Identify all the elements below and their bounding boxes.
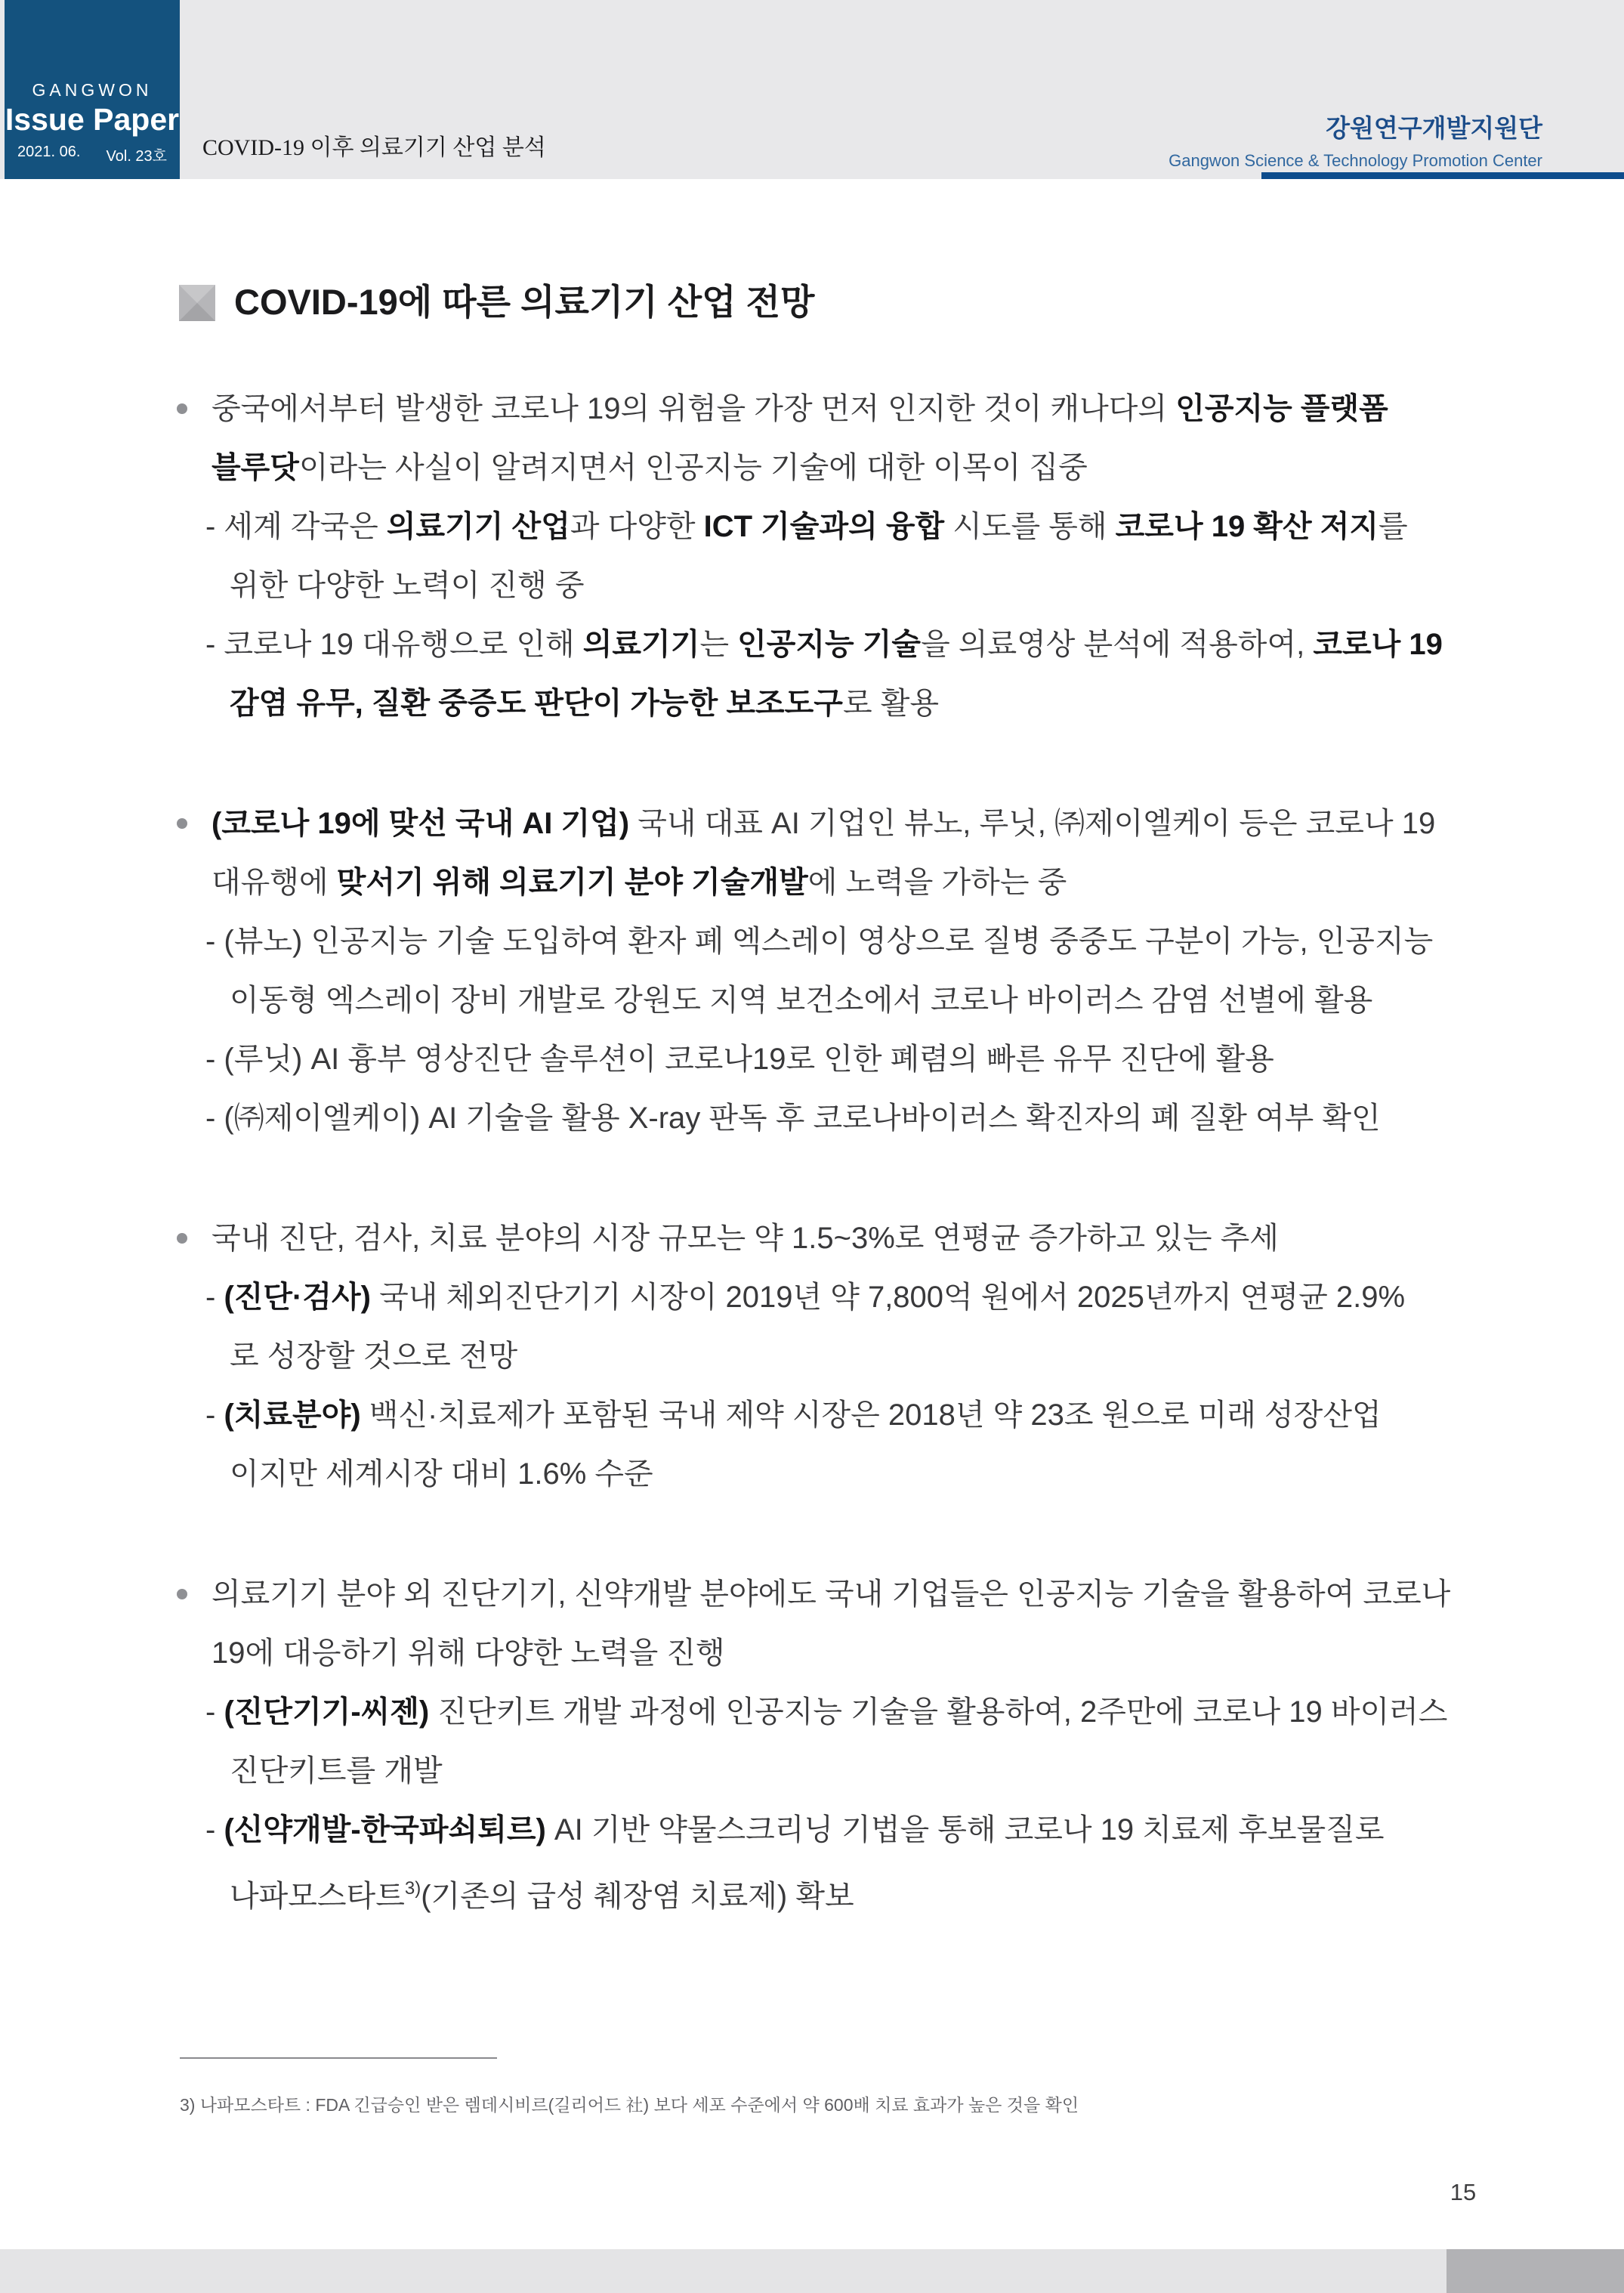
issue-paper-logo bbox=[5, 0, 180, 179]
body-text: - bbox=[205, 1281, 224, 1314]
emphasis-text: (신약개발-한국파쇠퇴르) bbox=[224, 1813, 546, 1846]
body-text: 19에 대응하기 위해 다양한 노력을 진행 bbox=[211, 1636, 725, 1670]
organization-name-en: Gangwon Science & Technology Promotion Center bbox=[1169, 151, 1542, 170]
emphasis-text: 인공지능 기술 bbox=[737, 628, 922, 661]
organization-block bbox=[1169, 109, 1542, 171]
body-text: - 세계 각국은 bbox=[205, 510, 387, 543]
body-text: 를 bbox=[1378, 510, 1408, 543]
emphasis-text: (진단·검사) bbox=[224, 1281, 371, 1314]
emphasis-text: (치료분야) bbox=[224, 1398, 361, 1432]
section-title: COVID-19에 따른 의료기기 산업 전망 bbox=[234, 282, 815, 322]
text-line bbox=[170, 1089, 1530, 1148]
document-title: COVID-19 이후 의료기기 산업 분석 bbox=[202, 135, 546, 160]
body-text: - (루닛) AI 흉부 영상진단 솔루션이 코로나19로 인한 폐렴의 빠른 유무 진단에 활용 bbox=[205, 1043, 1274, 1076]
body-text: - bbox=[205, 1398, 224, 1432]
text-line bbox=[170, 853, 1530, 912]
text-line bbox=[170, 556, 1530, 615]
emphasis-text: 감염 유무, 질환 중증도 판단이 가능한 보조도구 bbox=[230, 687, 843, 720]
body-text: - 코로나 19 대유행으로 인해 bbox=[205, 628, 583, 661]
bullet-group bbox=[170, 1209, 1530, 1503]
body-text: 과 다양한 bbox=[570, 510, 704, 543]
emphasis-text: 블루닷 bbox=[211, 451, 299, 484]
body-text: 위한 다양한 노력이 진행 중 bbox=[230, 569, 585, 602]
text-line bbox=[170, 1268, 1530, 1327]
text-line bbox=[170, 794, 1530, 853]
organization-name-kr: 강원연구개발지원단 bbox=[1326, 114, 1542, 142]
text-line bbox=[170, 1800, 1530, 1859]
text-line bbox=[170, 1565, 1530, 1624]
text-line bbox=[170, 1030, 1530, 1089]
body-text: 시도를 통해 bbox=[944, 510, 1116, 543]
emphasis-text: 코로나 19 bbox=[1313, 628, 1443, 661]
body-text: 는 bbox=[699, 628, 738, 661]
body-text: 국내 진단, 검사, 치료 분야의 시장 규모는 약 1.5~3%로 연평균 증가하고 있는 추세 bbox=[211, 1222, 1279, 1255]
text-line bbox=[170, 674, 1530, 733]
emphasis-text: 의료기기 산업 bbox=[386, 510, 570, 543]
footnote-divider bbox=[180, 2057, 497, 2059]
body-text: 진단키트 개발 과정에 인공지능 기술을 활용하여, 2주만에 코로나 19 바이러스 bbox=[429, 1695, 1448, 1729]
text-line bbox=[170, 438, 1530, 497]
body-text: 로 활용 bbox=[842, 687, 939, 720]
text-line bbox=[170, 1683, 1530, 1741]
bullet-dot bbox=[177, 818, 187, 829]
body-text: 을 의료영상 분석에 적용하여, bbox=[921, 628, 1314, 661]
body-text: 국내 대표 AI 기업인 뷰노, 루닛, ㈜제이엘케이 등은 코로나 19 bbox=[629, 807, 1436, 840]
text-line bbox=[170, 1624, 1530, 1683]
bullet-dot bbox=[177, 1589, 187, 1599]
text-line bbox=[170, 1386, 1530, 1445]
issue-date: 2021. 06. bbox=[17, 144, 81, 160]
body-text: 이라는 사실이 알려지면서 인공지능 기술에 대한 이목이 집중 bbox=[298, 451, 1088, 484]
logo-title: Issue Paper bbox=[5, 102, 180, 137]
bottom-strip-dark-block bbox=[1446, 2249, 1624, 2293]
bullet-group bbox=[170, 794, 1530, 1148]
body-text: (기존의 급성 췌장염 치료제) 확보 bbox=[421, 1880, 854, 1913]
text-line bbox=[170, 1327, 1530, 1386]
emphasis-text: 의료기기 bbox=[582, 628, 700, 661]
body-text: 의료기기 분야 외 진단기기, 신약개발 분야에도 국내 기업들은 인공지능 기술을 활용하여 코로나 bbox=[211, 1578, 1451, 1611]
logo-brand: GANGWON bbox=[32, 80, 153, 100]
text-line bbox=[170, 379, 1530, 438]
body-text: 이동형 엑스레이 장비 개발로 강원도 지역 보건소에서 코로나 바이러스 감염 선별에 활용 bbox=[230, 984, 1373, 1017]
page-number: 15 bbox=[1450, 2179, 1477, 2205]
body-text: 에 노력을 가하는 중 bbox=[807, 866, 1067, 899]
emphasis-text: 코로나 19 확산 저지 bbox=[1115, 510, 1379, 543]
body-text: 나파모스타트 bbox=[230, 1880, 405, 1913]
body-text: AI 기반 약물스크리닝 기법을 통해 코로나 19 치료제 후보물질로 bbox=[545, 1813, 1385, 1846]
body-text: 로 성장할 것으로 전망 bbox=[230, 1340, 518, 1373]
text-line bbox=[170, 497, 1530, 556]
body-text: 백신·치료제가 포함된 국내 제약 시장은 2018년 약 23조 원으로 미래 성장산업 bbox=[360, 1398, 1382, 1432]
body-text: 대유행에 bbox=[211, 866, 337, 899]
section-marker-icon bbox=[179, 285, 215, 321]
text-line bbox=[170, 615, 1530, 674]
body-text: 3) bbox=[404, 1878, 421, 1899]
text-line bbox=[170, 1859, 1530, 1918]
issue-volume: Vol. 23호 bbox=[106, 148, 167, 165]
body-text: 진단키트를 개발 bbox=[230, 1754, 443, 1788]
body-text: 이지만 세계시장 대비 1.6% 수준 bbox=[230, 1457, 653, 1491]
bullet-group bbox=[170, 1565, 1530, 1918]
emphasis-text: (진단기기-씨젠) bbox=[224, 1695, 430, 1729]
text-line bbox=[170, 971, 1530, 1030]
body-text: - bbox=[205, 1695, 224, 1729]
header-accent-bar bbox=[1261, 172, 1624, 179]
bullet-dot bbox=[177, 403, 187, 414]
bullet-group bbox=[170, 379, 1530, 733]
emphasis-text: 맞서기 위해 의료기기 분야 기술개발 bbox=[336, 866, 808, 899]
body-text: 국내 체외진단기기 시장이 2019년 약 7,800억 원에서 2025년까지 연평균 2.9% bbox=[370, 1281, 1406, 1314]
text-line bbox=[170, 1445, 1530, 1503]
logo-issue-info bbox=[17, 144, 167, 165]
bullet-list bbox=[170, 379, 1530, 1979]
body-text: - (㈜제이엘케이) AI 기술을 활용 X-ray 판독 후 코로나바이러스 확진자의 폐 질환 여부 확인 bbox=[205, 1102, 1381, 1135]
emphasis-text: ICT 기술과의 융합 bbox=[703, 510, 945, 543]
footnote-text: 3) 나파모스타트 : FDA 긴급승인 받은 렘데시비르(길리어드 社) 보다 세포 수준에서 약 600배 치료 효과가 높은 것을 확인 bbox=[180, 2095, 1079, 2115]
page-header bbox=[0, 0, 1624, 179]
body-text: - bbox=[205, 1813, 224, 1846]
bottom-strip bbox=[0, 2249, 1624, 2293]
emphasis-text: 인공지능 플랫폼 bbox=[1175, 392, 1388, 425]
body-text: 중국에서부터 발생한 코로나 19의 위험을 가장 먼저 인지한 것이 캐나다의 bbox=[211, 392, 1176, 425]
text-line bbox=[170, 1209, 1530, 1268]
body-text: - (뷰노) 인공지능 기술 도입하여 환자 폐 엑스레이 영상으로 질병 중중도 구분이 가능, 인공지능 bbox=[205, 925, 1434, 958]
text-line bbox=[170, 1741, 1530, 1800]
text-line bbox=[170, 912, 1530, 971]
emphasis-text: (코로나 19에 맞선 국내 AI 기업) bbox=[211, 807, 630, 840]
bullet-dot bbox=[177, 1233, 187, 1244]
